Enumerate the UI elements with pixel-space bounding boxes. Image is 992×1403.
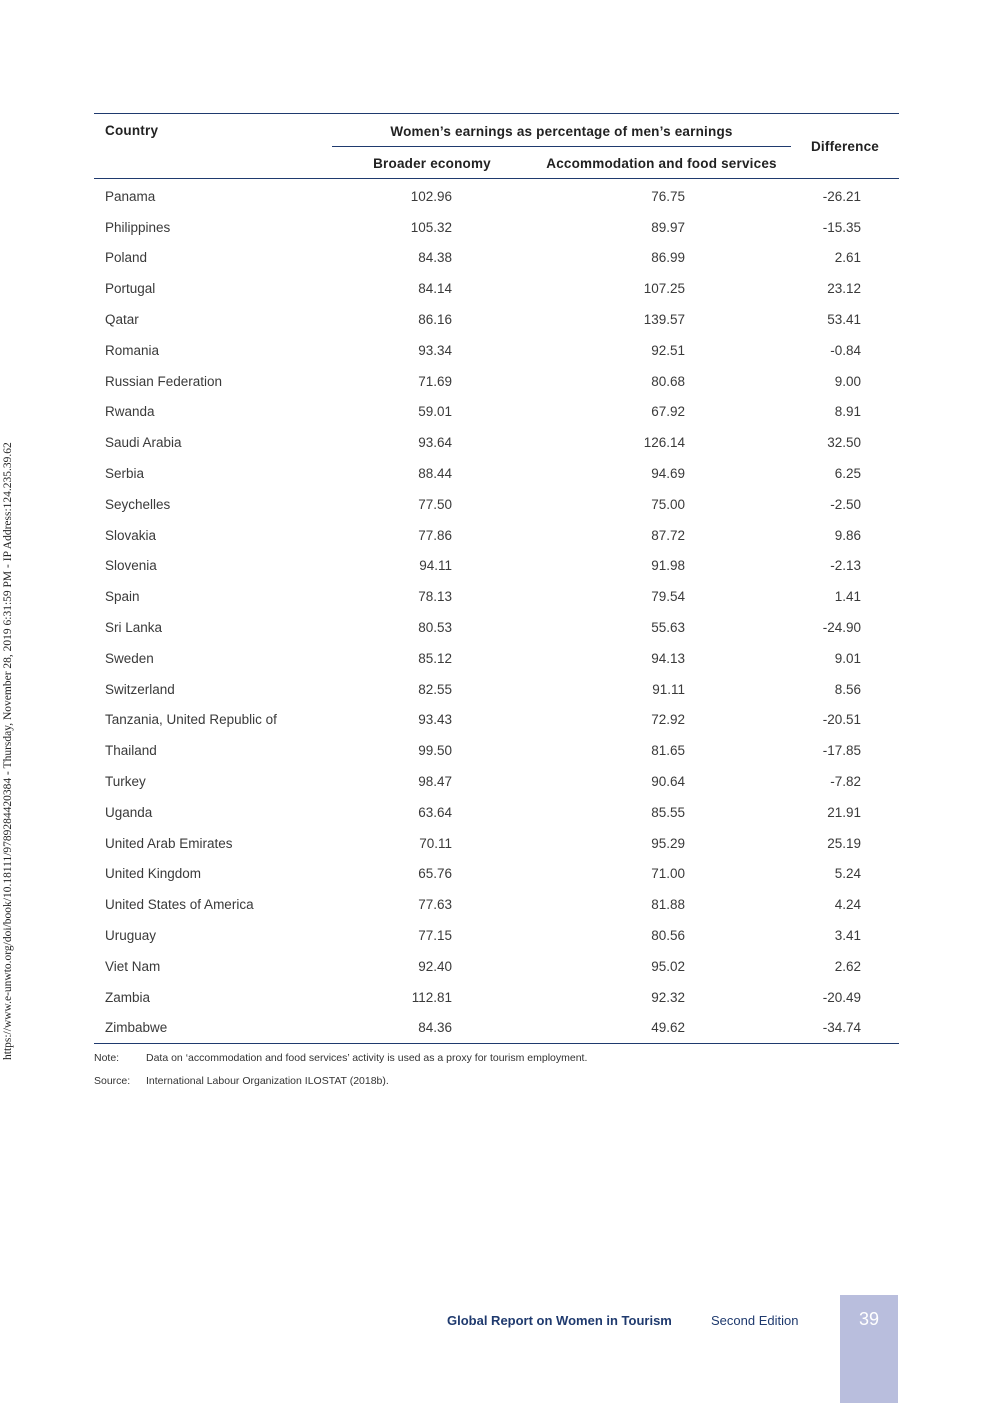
cell-difference: -17.85: [822, 743, 861, 759]
cell-accommodation: 94.13: [651, 650, 685, 666]
cell-broader-economy: 84.38: [418, 250, 452, 266]
source-row: [94, 1069, 587, 1092]
cell-country: Spain: [105, 589, 140, 605]
cell-broader-economy: 102.96: [410, 188, 452, 204]
cell-accommodation: 80.68: [651, 373, 685, 389]
source-label: Source:: [94, 1074, 131, 1087]
table-row: [94, 427, 899, 458]
cell-difference: 9.01: [834, 650, 861, 666]
table-row: [94, 674, 899, 705]
cell-broader-economy: 112.81: [411, 989, 452, 1005]
cell-accommodation: 49.62: [532, 1013, 791, 1044]
cell-accommodation: 85.55: [651, 804, 685, 820]
cell-difference: 2.62: [834, 958, 861, 974]
cell-accommodation: 75.00: [651, 496, 685, 512]
cell-accommodation: 91.11: [652, 681, 685, 697]
header-difference: Difference: [810, 138, 880, 154]
cell-difference: -26.21: [822, 188, 861, 204]
cell-country: Viet Nam: [105, 958, 161, 974]
cell-accommodation: 91.98: [651, 558, 685, 574]
cell-difference: -0.84: [830, 342, 861, 358]
cell-broader-economy: 77.15: [418, 928, 452, 944]
cell-broader-economy: 82.55: [418, 681, 452, 697]
cell-country: United Arab Emirates: [105, 835, 233, 851]
cell-broader-economy: 78.13: [418, 589, 452, 605]
cell-difference: 8.56: [834, 681, 861, 697]
cell-broader-economy: 88.44: [418, 466, 452, 482]
cell-difference: 5.24: [834, 866, 861, 882]
cell-country: Poland: [105, 250, 148, 266]
cell-difference: 9.86: [834, 527, 861, 543]
cell-broader-economy: 85.12: [418, 650, 452, 666]
table-row: [94, 273, 899, 304]
cell-broader-economy: 63.64: [418, 804, 452, 820]
cell-accommodation: 126.14: [643, 435, 685, 451]
cell-broader-economy: 92.40: [418, 958, 452, 974]
cell-accommodation: 80.56: [651, 928, 685, 944]
download-stamp: https://www.e-unwto.org/doi/book/10.18111/9789284420384 - Thursday, November 28, 2019 6:31:59 PM - IP Address:124.235.39.62: [2, 442, 14, 1060]
cell-country: Turkey: [105, 774, 146, 790]
table-row: [94, 366, 899, 397]
table-row: [94, 889, 899, 920]
cell-broader-economy: 77.86: [418, 527, 452, 543]
table-row: [94, 920, 899, 951]
cell-accommodation: 76.75: [651, 188, 685, 204]
note-row: [94, 1046, 587, 1069]
cell-country: Rwanda: [105, 404, 155, 420]
table-row: [94, 828, 899, 859]
cell-accommodation: 89.97: [651, 219, 685, 235]
header-accommodation: Accommodation and food services: [546, 155, 777, 171]
cell-accommodation: 107.25: [643, 281, 685, 297]
table-row: [94, 397, 899, 428]
cell-difference: -2.13: [830, 558, 861, 574]
cell-broader-economy: 71.69: [418, 373, 452, 389]
cell-country: Philippines: [105, 219, 171, 235]
cell-broader-economy: 86.16: [418, 312, 452, 328]
cell-country: Zimbabwe: [94, 1013, 332, 1044]
cell-broader-economy: 59.01: [418, 404, 452, 420]
table-row: [94, 458, 899, 489]
table-row: [94, 335, 899, 366]
cell-country: Slovakia: [105, 527, 157, 543]
table-row: [94, 581, 899, 612]
cell-broader-economy: 98.47: [418, 774, 452, 790]
cell-difference: 4.24: [834, 897, 861, 913]
table-row: [94, 859, 899, 890]
cell-accommodation: 81.88: [651, 897, 685, 913]
cell-country: Thailand: [105, 743, 157, 759]
cell-accommodation: 79.54: [651, 589, 685, 605]
cell-broader-economy: 93.64: [418, 435, 452, 451]
cell-accommodation: 72.92: [651, 712, 685, 728]
table-row: [94, 797, 899, 828]
cell-difference: -20.51: [822, 712, 861, 728]
table-row: [94, 243, 899, 274]
table-row: [94, 179, 899, 212]
table-row: [94, 489, 899, 520]
cell-country: Russian Federation: [105, 373, 223, 389]
earnings-table: [94, 113, 899, 1044]
cell-broader-economy: 65.76: [418, 866, 452, 882]
cell-country: Tanzania, United Republic of: [105, 712, 277, 728]
table-row: [94, 643, 899, 674]
cell-accommodation: 81.65: [651, 743, 685, 759]
cell-difference: 6.25: [834, 466, 861, 482]
table-row: [94, 766, 899, 797]
cell-broader-economy: 70.11: [419, 835, 452, 851]
cell-difference: -34.74: [791, 1013, 899, 1044]
cell-accommodation: 95.29: [651, 835, 685, 851]
table-row: [94, 212, 899, 243]
cell-accommodation: 86.99: [651, 250, 685, 266]
footer-edition: Second Edition: [711, 1313, 799, 1328]
header-broader-economy: Broader economy: [373, 155, 491, 171]
cell-difference: 53.41: [827, 312, 861, 328]
cell-difference: 8.91: [834, 404, 861, 420]
cell-accommodation: 55.63: [651, 620, 685, 636]
cell-country: Serbia: [105, 466, 145, 482]
cell-accommodation: 92.32: [651, 989, 685, 1005]
table-notes: [94, 1046, 587, 1092]
cell-broader-economy: 80.53: [418, 620, 452, 636]
cell-country: Uganda: [105, 804, 153, 820]
table-row: [94, 612, 899, 643]
cell-accommodation: 94.69: [651, 466, 685, 482]
table-row: [94, 520, 899, 551]
cell-broader-economy: 77.50: [418, 496, 452, 512]
cell-country: United Kingdom: [105, 866, 202, 882]
cell-accommodation: 87.72: [651, 527, 685, 543]
cell-accommodation: 67.92: [651, 404, 685, 420]
note-label: Note:: [94, 1051, 120, 1064]
cell-difference: 25.19: [827, 835, 861, 851]
table-row: [94, 951, 899, 982]
source-text: International Labour Organization ILOSTAT (2018b).: [146, 1074, 389, 1087]
cell-difference: 9.00: [834, 373, 861, 389]
cell-country: Qatar: [105, 312, 139, 328]
table-row: [94, 705, 899, 736]
table-body: [94, 179, 899, 1044]
cell-country: Switzerland: [105, 681, 175, 697]
cell-broader-economy: 94.11: [419, 558, 452, 574]
cell-difference: 21.91: [827, 804, 861, 820]
cell-difference: -20.49: [822, 989, 861, 1005]
cell-country: Romania: [105, 342, 160, 358]
cell-accommodation: 95.02: [651, 958, 685, 974]
table-row: [94, 304, 899, 335]
cell-country: Seychelles: [105, 496, 171, 512]
page-number: 39: [858, 1309, 880, 1329]
table-row: [94, 735, 899, 766]
cell-country: Sri Lanka: [105, 620, 163, 636]
cell-difference: -15.35: [822, 219, 861, 235]
cell-country: Panama: [105, 188, 156, 204]
table-row: [94, 551, 899, 582]
cell-country: United States of America: [105, 897, 254, 913]
cell-country: Saudi Arabia: [105, 435, 182, 451]
cell-broader-economy: 99.50: [418, 743, 452, 759]
header-country: Country: [105, 123, 159, 138]
cell-broader-economy: 84.14: [418, 281, 452, 297]
cell-accommodation: 92.51: [651, 342, 685, 358]
cell-difference: 3.41: [834, 928, 861, 944]
cell-country: Uruguay: [105, 928, 157, 944]
cell-difference: -7.82: [830, 774, 861, 790]
cell-country: Slovenia: [105, 558, 157, 574]
cell-difference: 2.61: [834, 250, 861, 266]
page-number-tab: [840, 1295, 898, 1403]
header-earnings-group: Women’s earnings as percentage of men’s earnings: [332, 114, 791, 147]
footer-title: Global Report on Women in Tourism: [447, 1313, 672, 1328]
cell-country: Portugal: [105, 281, 156, 297]
cell-difference: -2.50: [830, 496, 861, 512]
cell-broader-economy: 93.43: [418, 712, 452, 728]
cell-accommodation: 139.57: [643, 312, 685, 328]
cell-difference: 32.50: [827, 435, 861, 451]
cell-accommodation: 71.00: [651, 866, 685, 882]
cell-broader-economy: 84.36: [332, 1013, 532, 1044]
cell-broader-economy: 77.63: [418, 897, 452, 913]
table-row: [94, 1013, 899, 1044]
cell-accommodation: 90.64: [651, 774, 685, 790]
cell-difference: 23.12: [827, 281, 861, 297]
cell-broader-economy: 93.34: [418, 342, 452, 358]
note-text: Data on ‘accommodation and food services’ activity is used as a proxy for tourism employment.: [146, 1051, 588, 1064]
cell-broader-economy: 105.32: [410, 219, 452, 235]
cell-difference: 1.41: [834, 589, 861, 605]
cell-difference: -24.90: [822, 620, 861, 636]
table-row: [94, 982, 899, 1013]
cell-country: Zambia: [105, 989, 151, 1005]
cell-country: Sweden: [105, 650, 154, 666]
